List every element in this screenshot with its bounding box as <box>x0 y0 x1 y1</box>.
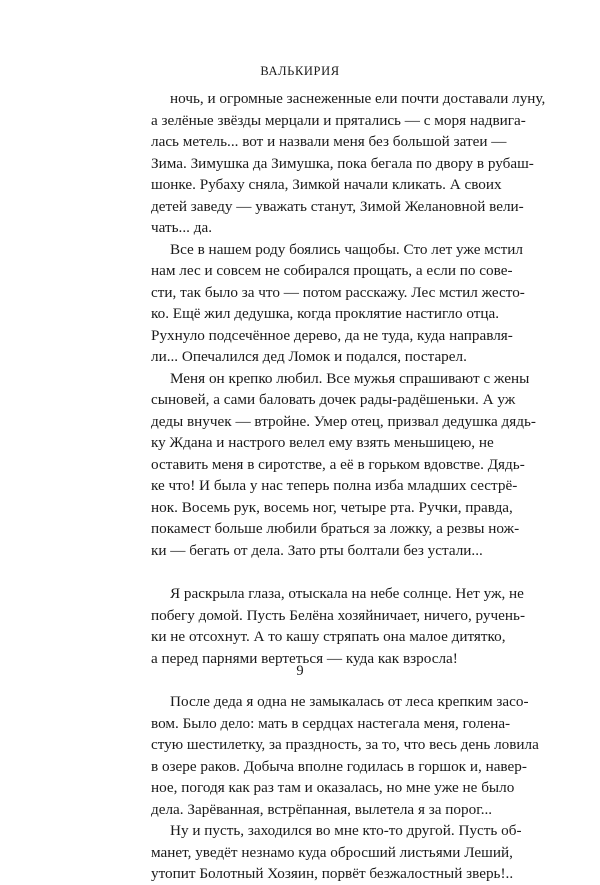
page-number: 9 <box>296 663 304 679</box>
text-line: Рухнуло подсечённое дерево, да не туда, куда направля- <box>151 326 513 344</box>
text-line: ке что! И была у нас теперь полна изба младших сестрё- <box>151 477 518 494</box>
text-line: оставить меня в сиротстве, а её в горьком вдовстве. Дядь- <box>151 455 525 473</box>
text-line: деды внучек — втройне. Умер отец, призвал дедушка дядь- <box>151 412 536 430</box>
text-line: вом. Было дело: мать в сердцах настегала меня, голена- <box>151 714 511 732</box>
text-line: нам лес и совсем не собирался прощать, а если по сове- <box>151 262 513 279</box>
paragraph <box>151 820 522 885</box>
text-line: дела. Зарёванная, встрёпанная, вылетела я за порог... <box>151 800 493 818</box>
text-line: Я раскрыла глаза, отыскала на небе солнце. Нет уж, не <box>170 585 524 602</box>
text-line: сыновей, а сами баловать дочек рады-радёшеньки. А уж <box>151 391 516 408</box>
text-line: ки — бегать от дела. Зато рты болтали без устали... <box>151 541 483 559</box>
text-line: Ну и пусть, заходился во мне кто-то другой. Пусть об- <box>170 822 522 839</box>
text-line: а зелёные звёзды мерцали и прятались — с моря надвига- <box>151 111 526 129</box>
text-line: утопит Болотный Хозяин, порвёт безжалостный зверь!.. <box>151 865 514 882</box>
paragraph <box>151 583 526 669</box>
text-line: После деда я одна не замыкалась от леса крепким засо- <box>170 693 529 710</box>
text-line: ко. Ещё жил дедушка, когда проклятие настигло отца. <box>151 305 500 322</box>
text-line: в озере раков. Добыча вполне годилась в горшок и, навер- <box>151 757 527 775</box>
text-line: шонке. Рубаху сняла, Зимкой начали кликать. А своих <box>151 176 502 193</box>
text-line: ночь, и огромные заснеженные ели почти доставали луну, <box>170 90 546 107</box>
text-line: а перед парнями вертеться — куда как взросла! <box>151 649 458 667</box>
text-line: ное, погодя как раз там и оказалась, но мне уже не было <box>151 779 515 796</box>
text-line: побегу домой. Пусть Белёна хозяйничает, ничего, ручень- <box>151 606 526 624</box>
text-line: чать... да. <box>151 219 213 236</box>
text-line: детей заведу — уважать станут, Зимой Желановной вели- <box>151 197 524 215</box>
text-line: лась метель... вот и назвали меня без большой затеи — <box>151 133 507 150</box>
text-line: Меня он крепко любил. Все мужья спрашивают с жены <box>170 369 530 387</box>
paragraph <box>151 239 525 368</box>
running-header: ВАЛЬКИРИЯ <box>260 64 340 78</box>
paragraph <box>151 691 539 820</box>
text-line: сти, так было за что — потом расскажу. Лес мстил жесто- <box>151 283 525 301</box>
text-line: ли... Опечалился дед Ломок и подался, постарел. <box>151 348 467 365</box>
paragraph <box>151 368 536 562</box>
body-text <box>151 88 546 885</box>
text-line: Зима. Зимушка да Зимушка, пока бегала по двору в рубаш- <box>151 154 534 172</box>
text-line: ку Ждана и настрого велел ему взять меньшицею, не <box>151 434 494 451</box>
text-line: стую шестилетку, за праздность, за то, что весь день ловила <box>151 736 539 753</box>
text-line: нок. Восемь рук, восемь ног, четыре рта. Ручки, правда, <box>151 498 513 516</box>
text-line: ки не отсохнут. А то кашу стряпать она малое дитятко, <box>151 628 506 645</box>
text-line: манет, уведёт незнамо куда обросший листьями Леший, <box>151 843 513 861</box>
text-line: Все в нашем роду боялись чащобы. Сто лет уже мстил <box>170 240 523 258</box>
text-line: покамест больше любили браться за ложку, а резвы нож- <box>151 520 520 537</box>
section-break <box>151 561 457 583</box>
paragraph <box>151 88 546 239</box>
